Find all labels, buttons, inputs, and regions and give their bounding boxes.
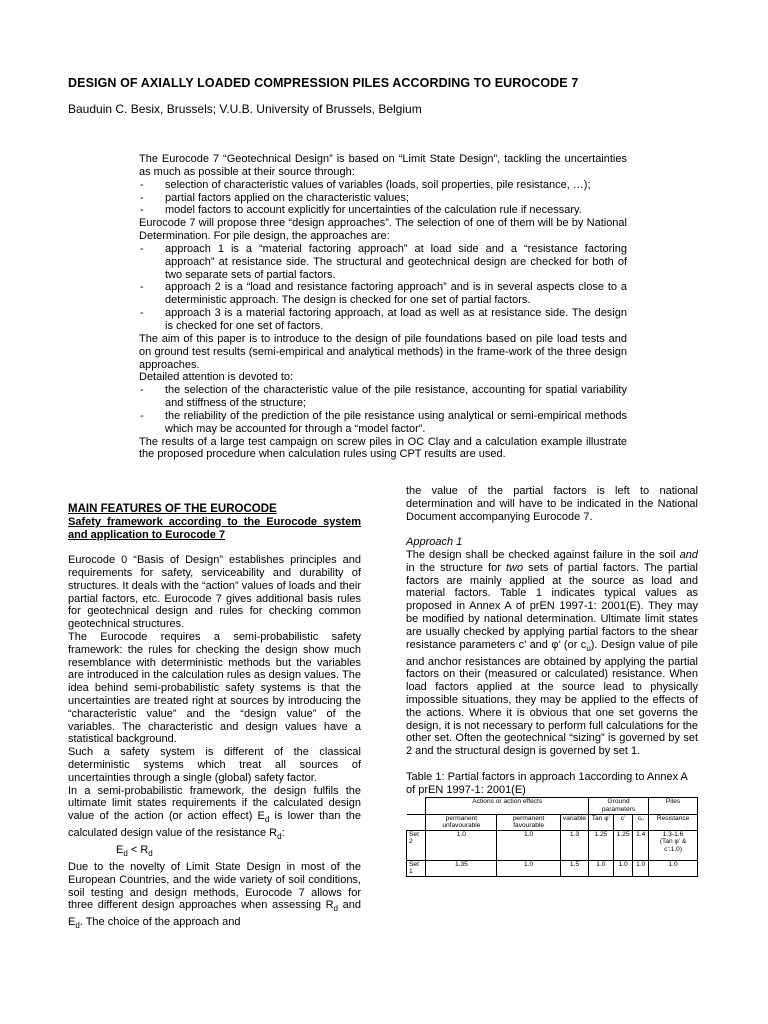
table-row-label: Set 2 xyxy=(407,830,426,860)
table-cell: 1.0 xyxy=(649,860,698,876)
table-column-header: variable xyxy=(560,814,588,830)
table-cell: 1.0 xyxy=(613,860,633,876)
approach-heading: Approach 1 xyxy=(406,536,463,549)
table-cell: 1.0 xyxy=(633,860,649,876)
body-paragraph: The design shall be checked against failure in the soil and in the structure for two sets of partial factors. The partial factors are mainly applied at the source as load and material factors. Table 1 indicates typical values as proposed in Annex A of prEN 1997-1: 2001(E). They may be modified by national determination. Ultimate limit states are usually checked by applying partial factors to the shear resistance parameters c’ and φ’ (or $c_u$). Design value of pile and anchor resistances are obtained by applying the partial factors on their (measured or calculated) resistance. When load factors applied at the source lead to physically impossible situations, they may be applied to the effects of the actions. Where it is obvious that one set governs the design, it is not necessary to perform full calculations for the other set. Often the geotechnical “sizing” is governed by set 2 and the structural design is governed by set 1. xyxy=(406,548,699,758)
abstract-bullet: - model factors to account explicitly for uncertainties of the calculation rule if necessary. xyxy=(139,204,627,217)
abstract-bullet: - partial factors applied on the characteristic values; xyxy=(139,192,627,205)
abstract-paragraph: Eurocode 7 will propose three “design approaches”. The selection of one of them will be by National Determination. For pile design, the approaches are: xyxy=(139,217,627,243)
paper-title: DESIGN OF AXIALLY LOADED COMPRESSION PILES ACCORDING TO EUROCODE 7 xyxy=(68,76,579,90)
table-column-header: cᵤ xyxy=(633,814,649,830)
table-cell: 1.3 xyxy=(560,830,588,860)
abstract-bullet: - approach 1 is a “material factoring approach” at load side and a “resistance factoring approach” at resistance side. The structural and geotechnical design are checked for both of two separate sets of partial factors. xyxy=(139,243,627,282)
table-group-header: Piles xyxy=(649,798,698,814)
table-cell: 1.0 xyxy=(497,860,561,876)
section-heading: MAIN FEATURES OF THE EUROCODE xyxy=(68,503,277,515)
table-group-header: Actions or action effects xyxy=(426,798,589,814)
body-paragraph: In a semi-probabilistic framework, the design fulfils the ultimate limit states requirements if the calculated design value of the action (or action effect) $E_d$ is lower than the calculated design value of the resistance $R_d$: xyxy=(68,784,361,842)
table-column-header: Resistance xyxy=(649,814,698,830)
paper-authors: Bauduin C. Besix, Brussels; V.U.B. University of Brussels, Belgium xyxy=(68,102,422,116)
abstract-paragraph: The results of a large test campaign on screw piles in OC Clay and a calculation example illustrate the proposed procedure when calculation rules using CPT results are used. xyxy=(139,435,627,461)
abstract-bullet: - the reliability of the prediction of the pile resistance using analytical or semi-empirical methods which may be accounted for through a “model factor”. xyxy=(139,410,627,436)
table-cell: 1.0 xyxy=(426,830,497,860)
body-paragraph: the value of the partial factors is left to national determination and will have to be indicated in the National Document accompanying Eurocode 7. xyxy=(406,485,698,523)
table-cell: 1.25 xyxy=(613,830,633,860)
abstract-paragraph: The aim of this paper is to introduce to the design of pile foundations based on pile load tests and on ground test results (semi-empirical and analytical methods) in the frame-work of the three design approaches. xyxy=(139,332,627,371)
table-row xyxy=(407,860,698,876)
body-paragraph: The Eurocode requires a semi-probabilistic safety framework: the rules for checking the design show much resemblance with deterministic methods but the variables are introduced in the calculation rules as design values. The idea behind semi-probabilistic safety systems is that the uncertainties are treated right at sources by introducing the “characteristic value” and the “design value” of the variables. The characteristic and design values have a statistical background. xyxy=(68,630,361,746)
table-column-header: c’ xyxy=(613,814,633,830)
abstract-bullet: - the selection of the characteristic value of the pile resistance, accounting for spatial variability and stiffness of the structure; xyxy=(139,384,627,410)
formula: $E_d < R_d$ xyxy=(116,844,153,859)
subsection-heading: Safety framework according to the Eurocode system and application to Eurocode 7 xyxy=(68,515,361,541)
table-group-row xyxy=(407,798,698,814)
body-paragraph: Due to the novelty of Limit State Design in most of the European Countries, and the wide variety of soil conditions, soil testing and design methods, Eurocode 7 allows for three different design approaches when assessing $R_d$ and $E_d$. The choice of the approach and xyxy=(68,861,361,931)
table-cell: 1.0 xyxy=(589,860,614,876)
table-row-label: Set 1 xyxy=(407,860,426,876)
body-paragraph: Eurocode 0 “Basis of Design” establishes principles and requirements for safety, serviceability and durability of structures. It deals with the “action” values of loads and their partial factors, etc. Eurocode 7 gives additional basis rules for geotechnical design and rules for checking common geotechnical structures. xyxy=(68,554,361,631)
table-group-header: Ground parameters xyxy=(589,798,649,814)
abstract xyxy=(139,153,627,461)
abstract-bullet: - selection of characteristic values of variables (loads, soil properties, pile resistance, …); xyxy=(139,179,627,192)
table-cell: 1.0 xyxy=(497,830,561,860)
table-row xyxy=(407,830,698,860)
table-column-header: permanent unfavourable xyxy=(426,814,497,830)
left-column xyxy=(68,503,361,933)
body-paragraph: Such a safety system is different of the classical deterministic systems which treat all sources of uncertainties through a single (global) safety factor. xyxy=(68,746,361,784)
partial-factors-table xyxy=(406,797,698,877)
right-column xyxy=(406,485,698,877)
abstract-bullet: - approach 2 is a “load and resistance factoring approach” and is in several aspects close to a deterministic approach. The design is checked for one set of partial factors. xyxy=(139,281,627,307)
abstract-paragraph: The Eurocode 7 “Geotechnical Design” is based on “Limit State Design”, tackling the uncertainties as much as possible at their source through: xyxy=(139,153,627,178)
table-header-row xyxy=(407,814,698,830)
table-cell: 1.35 xyxy=(426,860,497,876)
table-column-header: Tan φ’ xyxy=(589,814,614,830)
table-cell: 1.5 xyxy=(560,860,588,876)
table-cell: 1.4 xyxy=(633,830,649,860)
table-cell: 1.25 xyxy=(589,830,614,860)
abstract-paragraph: Detailed attention is devoted to: xyxy=(139,371,294,384)
table-column-header: permanent favourable xyxy=(497,814,561,830)
table-caption: Table 1: Partial factors in approach 1according to Annex A of prEN 1997-1: 2001(E) xyxy=(406,770,688,796)
table-cell: 1.3-1.6 (Tan φ’ & c’:1.0) xyxy=(649,830,698,860)
abstract-bullet: - approach 3 is a material factoring approach, at load as well as at resistance side. The design is checked for one set of factors. xyxy=(139,307,627,333)
